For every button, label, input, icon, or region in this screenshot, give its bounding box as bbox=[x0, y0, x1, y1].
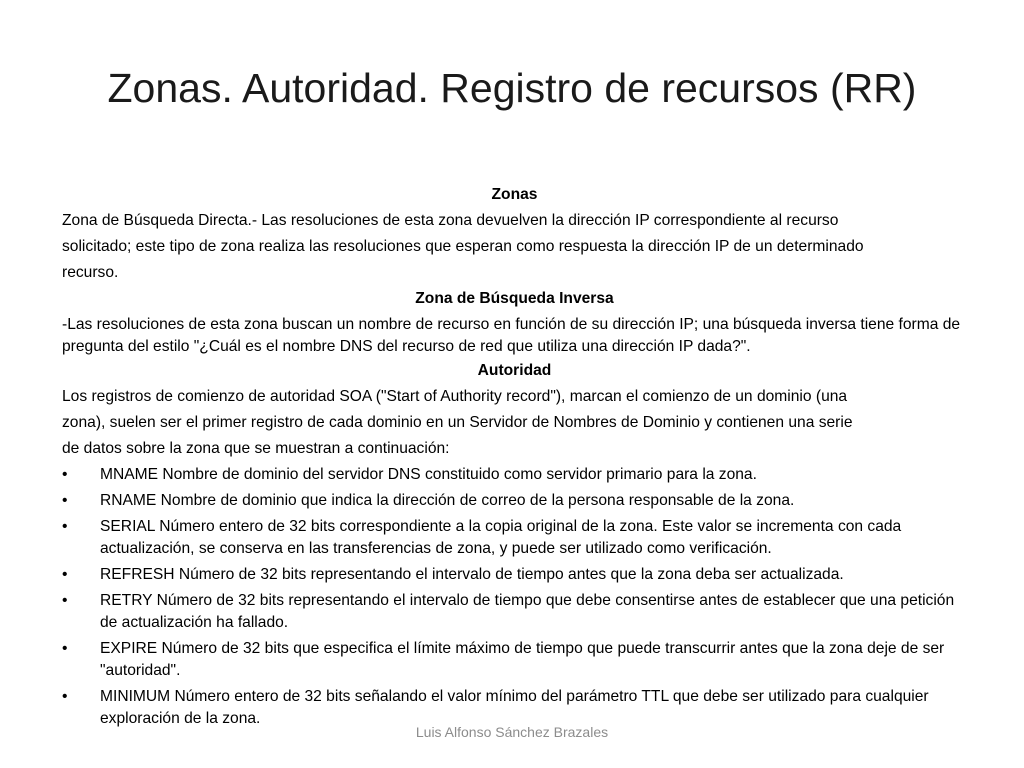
list-item-text: MINIMUM Número entero de 32 bits señalando el valor mínimo del parámetro TTL que debe ser utilizado para cualquier exploración de la zona. bbox=[100, 688, 929, 727]
list-item bbox=[62, 638, 967, 682]
slide-footer: Luis Alfonso Sánchez Brazales bbox=[415, 724, 609, 740]
list-item-text: SERIAL Número entero de 32 bits correspondiente a la copia original de la zona. Este valor se incrementa con cada actualización, se conserva en las transferencias de zona, y puede ser utilizado como verificación. bbox=[100, 518, 902, 557]
list-item-text: RETRY Número de 32 bits representando el intervalo de tiempo que debe consentirse antes de establecer que una petición de actualización ha fallado. bbox=[100, 592, 955, 631]
inversa-text: -Las resoluciones de esta zona buscan un nombre de recurso en función de su dirección IP; una búsqueda inversa tiene forma de pregunta del estilo "¿Cuál es el nombre DNS del recurso de red que utiliza una dirección IP dada?". bbox=[62, 316, 961, 355]
directa-line-2: solicitado; este tipo de zona realiza las resoluciones que esperan como respuesta la dirección IP de un determinado bbox=[62, 238, 864, 255]
bullet-icon: • bbox=[62, 518, 68, 535]
bullet-icon: • bbox=[62, 466, 68, 483]
list-item bbox=[62, 564, 967, 586]
list-item bbox=[62, 516, 967, 560]
soa-fields-list bbox=[62, 464, 967, 730]
directa-line-3: recurso. bbox=[62, 264, 119, 281]
bullet-icon: • bbox=[62, 566, 68, 583]
list-item-text: EXPIRE Número de 32 bits que especifica el límite máximo de tiempo que puede transcurrir antes que la zona deje de ser "autoridad". bbox=[100, 640, 945, 679]
bullet-icon: • bbox=[62, 592, 68, 609]
autoridad-line-2: zona), suelen ser el primer registro de cada dominio en un Servidor de Nombres de Dominio y contienen una serie bbox=[62, 414, 853, 431]
list-item-text: MNAME Nombre de dominio del servidor DNS constituido como servidor primario para la zona. bbox=[100, 466, 757, 483]
bullet-icon: • bbox=[62, 640, 68, 657]
autoridad-line-1: Los registros de comienzo de autoridad SOA ("Start of Authority record"), marcan el comienzo de un dominio (una bbox=[62, 388, 848, 405]
slide-title: Zonas. Autoridad. Registro de recursos (RR) bbox=[107, 65, 917, 111]
inversa-heading: Zona de Búsqueda Inversa bbox=[415, 290, 614, 307]
bullet-icon: • bbox=[62, 492, 68, 509]
list-item bbox=[62, 464, 967, 486]
list-item bbox=[62, 490, 967, 512]
slide-body bbox=[62, 184, 967, 734]
autoridad-line-3: de datos sobre la zona que se muestran a continuación: bbox=[62, 440, 450, 457]
zonas-heading: Zonas bbox=[491, 186, 538, 203]
list-item bbox=[62, 590, 967, 634]
bullet-icon: • bbox=[62, 688, 68, 705]
autoridad-heading: Autoridad bbox=[477, 362, 552, 379]
directa-line-1: Zona de Búsqueda Directa.- Las resoluciones de esta zona devuelven la dirección IP correspondiente al recurso bbox=[62, 212, 839, 229]
list-item-text: RNAME Nombre de dominio que indica la dirección de correo de la persona responsable de la zona. bbox=[100, 492, 795, 509]
list-item-text: REFRESH Número de 32 bits representando el intervalo de tiempo antes que la zona deba ser actualizada. bbox=[100, 566, 844, 583]
